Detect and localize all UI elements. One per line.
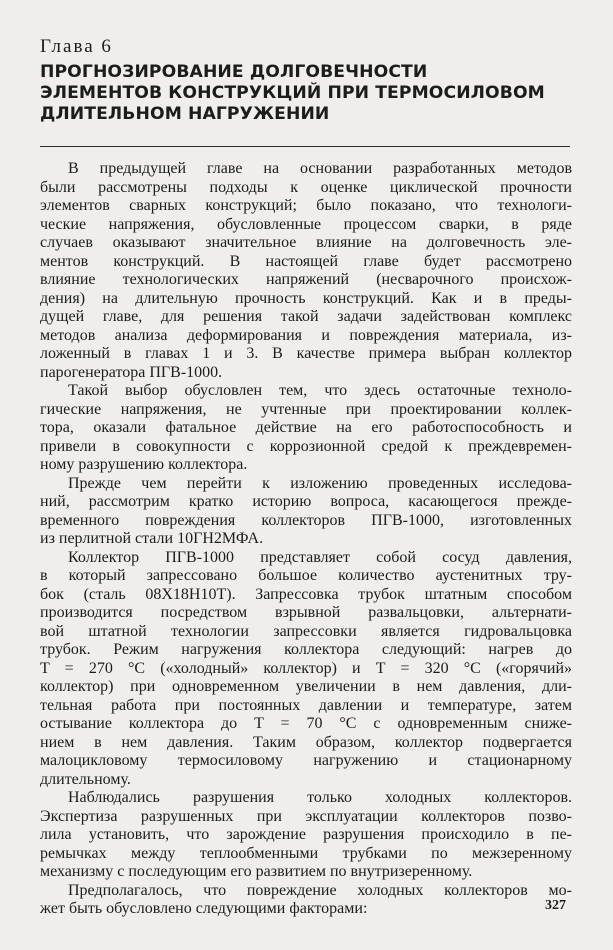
text-line: Такой выбор обусловлен тем, что здесь остаточные техноло- <box>68 382 572 399</box>
text-line: ремычках между теплообменными трубками по межзеренному <box>40 844 572 862</box>
text-line: временного повреждения коллекторов ПГВ-1000, изготовленных <box>40 511 572 529</box>
text-line: были рассмотрены подходы к оценке циклической прочности <box>40 178 572 196</box>
text-line: механизму с последующим его развитием по внутризеренному. <box>40 863 473 880</box>
text-line: вой штатной технологии запрессовки является гидровальцовка <box>40 622 572 640</box>
text-line: Экспертиза разрушенных при эксплуатации коллекторов позво- <box>40 807 572 825</box>
text-line: тельная работа при постоянных давлении и температуре, затем <box>40 696 572 714</box>
paragraph <box>40 160 572 382</box>
text-line: парогенератора ПГВ-1000. <box>40 363 223 381</box>
text-line: случаев оказывают значительное влияние на долговечность эле- <box>40 234 572 251</box>
text-line: нием в нем давления. Таким образом, коллектор подвергается <box>40 733 572 751</box>
text-line: ментов конструкций. В настоящей главе будет рассмотрено <box>40 252 572 270</box>
text-line: ному разрушению коллектора. <box>40 456 248 473</box>
text-line: из перлитной стали 10ГН2МФА. <box>40 530 264 547</box>
text-line: привели в совокупности с коррозионной средой к преждевремен- <box>40 437 572 455</box>
text-line: коллектор) при одновременном увеличении в нем давления, дли- <box>40 678 572 695</box>
text-line: бок (сталь 08Х18Н10Т). Запрессовка трубок штатным способом <box>40 585 572 603</box>
text-line: дущей главе, для решения такой задачи задействован комплекс <box>40 308 572 325</box>
chapter-title-line: ЭЛЕМЕНТОВ КОНСТРУКЦИЙ ПРИ ТЕРМОСИЛОВОМ <box>40 83 545 103</box>
text-line: гические напряжения, не учтенные при проектировании коллек- <box>40 400 572 418</box>
title-divider <box>40 146 570 147</box>
paragraph <box>40 382 572 475</box>
text-line: влияние технологических напряжений (несварочного происхож- <box>40 271 572 288</box>
text-line: лила установить, что зарождение разрушения происходило в пе- <box>40 826 572 843</box>
text-line: малоцикловому термосиловому нагружению и стационарному <box>40 752 572 769</box>
text-line: дения) на длительную прочность конструкций. Как и в преды- <box>40 289 572 307</box>
paragraph <box>40 475 572 549</box>
text-line: в который запрессовано большое количество аустенитных тру- <box>40 567 572 584</box>
text-line: длительному. <box>40 770 131 788</box>
chapter-title <box>40 62 580 125</box>
text-line: Предполагалось, что повреждение холодных коллекторов мо- <box>68 881 572 899</box>
text-line: Наблюдались разрушения только холодных коллекторов. <box>68 789 572 806</box>
text-line: ложенный в главах 1 и 3. В качестве примера выбран коллектор <box>40 345 572 362</box>
chapter-title-line: ПРОГНОЗИРОВАНИЕ ДОЛГОВЕЧНОСТИ <box>40 62 428 82</box>
chapter-label: Глава 6 <box>40 36 113 57</box>
text-line: остывание коллектора до T = 70 °С с одновременным сниже- <box>40 715 572 732</box>
text-line: T = 270 °С («холодный» коллектор) и T = 320 °С («горячий» <box>40 659 572 677</box>
text-line: жет быть обусловлено следующими факторами: <box>40 900 368 917</box>
text-line: ческие напряжения, обусловленные процессом сварки, в ряде <box>40 215 572 233</box>
text-line: трубок. Режим нагружения коллектора следующий: нагрев до <box>40 641 572 658</box>
chapter-title-line: ДЛИТЕЛЬНОМ НАГРУЖЕНИИ <box>40 104 330 124</box>
text-line: тора, оказали фатальное действие на его работоспособность и <box>40 419 572 436</box>
text-line: производится посредством взрывной развальцовки, альтернати- <box>40 604 572 621</box>
text-line: ний, рассмотрим кратко историю вопроса, касающегося прежде- <box>40 493 572 510</box>
text-line: Коллектор ПГВ-1000 представляет собой сосуд давления, <box>68 548 572 566</box>
paragraph <box>40 789 572 882</box>
body-text <box>40 160 572 919</box>
paragraph <box>40 882 572 919</box>
page-number: 327 <box>545 898 566 913</box>
text-line: методов анализа деформирования и повреждения материала, из- <box>40 326 572 344</box>
paragraph <box>40 549 572 790</box>
text-line: элементов сварных конструкций; было показано, что технологи- <box>40 197 572 214</box>
text-line: Прежде чем перейти к изложению проведенных исследова- <box>68 474 572 492</box>
text-line: В предыдущей главе на основании разработанных методов <box>68 160 572 177</box>
